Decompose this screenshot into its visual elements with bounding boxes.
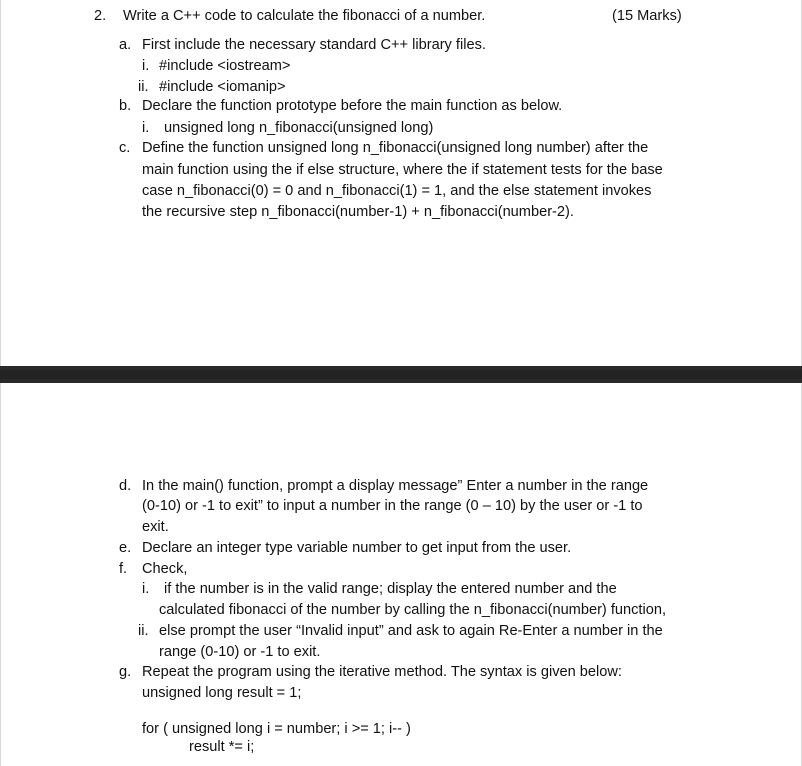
item-d-line-3: exit. bbox=[142, 519, 169, 535]
item-b-marker: b. bbox=[119, 98, 132, 114]
question-marks: (15 Marks) bbox=[612, 8, 682, 24]
item-f-sub1-line-2: calculated fibonacci of the number by calling the n_fibonacci(number) function, bbox=[159, 602, 667, 618]
item-c-line-1: Define the function unsigned long n_fibonacci(unsigned long number) after the bbox=[142, 140, 649, 156]
item-e-marker: e. bbox=[119, 540, 132, 556]
item-g-line-2: unsigned long result = 1; bbox=[142, 685, 302, 701]
item-f-sub1-marker: i. bbox=[142, 581, 150, 597]
item-d-line-2: (0-10) or -1 to exit” to input a number in the range (0 – 10) by the user or -1 to bbox=[142, 498, 643, 514]
document-page-1 bbox=[0, 0, 802, 366]
item-a-marker: a. bbox=[119, 37, 132, 53]
item-b-sub1-text: unsigned long n_fibonacci(unsigned long) bbox=[164, 120, 434, 136]
item-a-sub1-text: #include <iostream> bbox=[159, 58, 291, 74]
item-f-text: Check, bbox=[142, 561, 188, 577]
document-page-2 bbox=[0, 383, 802, 766]
item-b-text: Declare the function prototype before the main function as below. bbox=[142, 98, 563, 114]
item-d-marker: d. bbox=[119, 478, 132, 494]
item-f-sub2-marker: ii. bbox=[138, 623, 149, 639]
item-g-line-1: Repeat the program using the iterative method. The syntax is given below: bbox=[142, 664, 622, 680]
item-b-sub1-marker: i. bbox=[142, 120, 150, 136]
item-c-line-3: case n_fibonacci(0) = 0 and n_fibonacci(1) = 1, and the else statement invokes bbox=[142, 183, 652, 199]
item-c-line-2: main function using the if else structure, where the if statement tests for the base bbox=[142, 162, 663, 178]
item-f-sub2-line-1: else prompt the user “Invalid input” and ask to again Re-Enter a number in the bbox=[159, 623, 663, 639]
item-c-line-4: the recursive step n_fibonacci(number-1) + n_fibonacci(number-2). bbox=[142, 204, 574, 220]
item-a-sub2-marker: ii. bbox=[138, 79, 149, 95]
question-text: Write a C++ code to calculate the fibonacci of a number. bbox=[123, 8, 486, 24]
page-break-bar bbox=[0, 366, 802, 383]
item-f-sub2-line-2: range (0-10) or -1 to exit. bbox=[159, 644, 321, 660]
item-a-sub2-text: #include <iomanip> bbox=[159, 79, 286, 95]
item-g-marker: g. bbox=[119, 664, 132, 680]
code-line-2: result *= i; bbox=[189, 739, 255, 755]
item-d-line-1: In the main() function, prompt a display message” Enter a number in the range bbox=[142, 478, 649, 494]
item-a-sub1-marker: i. bbox=[142, 58, 150, 74]
item-f-sub1-line-1: if the number is in the valid range; display the entered number and the bbox=[164, 581, 617, 597]
question-number: 2. bbox=[94, 8, 107, 24]
item-e-text: Declare an integer type variable number to get input from the user. bbox=[142, 540, 572, 556]
item-f-marker: f. bbox=[119, 561, 128, 577]
item-a-text: First include the necessary standard C++ library files. bbox=[142, 37, 486, 53]
code-line-1: for ( unsigned long i = number; i >= 1; i-- ) bbox=[142, 721, 411, 737]
item-c-marker: c. bbox=[119, 140, 131, 156]
